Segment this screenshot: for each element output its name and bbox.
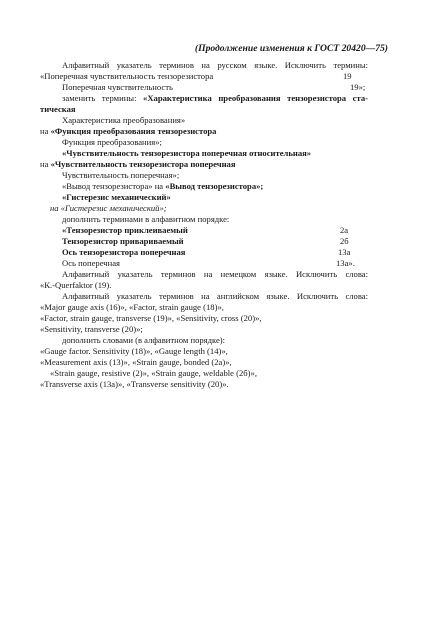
text-line: «Чувствительность тензорезистора поперечная относительная» bbox=[62, 148, 312, 158]
text-line: Ось тензорезистора поперечная bbox=[62, 247, 186, 257]
text-line: «Factor, strain gauge, transverse (19)», «Sensitivity, cross (20)», bbox=[40, 313, 262, 323]
text-line: «Strain gauge, resistive (2)», «Strain gauge, weldable (2б)», bbox=[50, 368, 257, 378]
text-line: дополнить словами (в алфавитном порядке): bbox=[62, 335, 226, 345]
text-line: «Gauge factor. Sensitivity (18)», «Gauge length (14)», bbox=[40, 346, 228, 356]
term-number: 2а bbox=[340, 225, 349, 235]
text-line: Поперечная чувствительность bbox=[62, 82, 173, 92]
text-line: Чувствительность поперечная»; bbox=[62, 170, 180, 180]
text-line: дополнить терминами в алфавитном порядке: bbox=[62, 214, 230, 224]
text-line: Характеристика преобразования» bbox=[62, 115, 186, 125]
text-line: «Вывод тензорезистора» на «Вывод тензорезистора»; bbox=[62, 181, 264, 191]
term-number: 19»; bbox=[350, 82, 366, 92]
text-line: Функция преобразования»; bbox=[62, 137, 162, 147]
text-line: на «Гистерезис механический»; bbox=[50, 203, 167, 213]
term-number: 2б bbox=[340, 236, 349, 246]
text-line: на «Чувствительность тензорезистора поперечная bbox=[40, 159, 236, 169]
text-line: «Major gauge axis (16)», «Factor, strain gauge (18)», bbox=[40, 302, 224, 312]
term-number: 13а bbox=[338, 247, 351, 257]
text-line: Алфавитный указатель терминов на английском языке. Исключить слова: bbox=[62, 291, 368, 301]
page-header: (Продолжение изменения к ГОСТ 20420—75) bbox=[194, 43, 388, 54]
text-line: «Transverse axis (13a)», «Transverse sensitivity (20)». bbox=[40, 379, 229, 389]
text-line: Алфавитный указатель терминов на русском языке. Исключить термины: bbox=[62, 60, 368, 70]
text-line: «Тензорезистор приклеиваемый bbox=[62, 225, 188, 235]
text-line: тическая bbox=[40, 104, 76, 114]
text-line: на «Функция преобразования тензорезистора bbox=[40, 126, 217, 136]
term-number: 19 bbox=[343, 71, 352, 81]
text-line: Тензорезистор привариваемый bbox=[62, 236, 184, 246]
text-line: заменить термины: «Характеристика преобразования тензорезистора ста- bbox=[62, 93, 368, 103]
text-line: Алфавитный указатель терминов на немецком языке. Исключить слова: bbox=[62, 269, 368, 279]
text-line: «Поперечная чувствительность тензорезистора bbox=[40, 71, 214, 81]
text-line: «Measurement axis (13)», «Strain gauge, bonded (2a)», bbox=[40, 357, 232, 367]
term-number: 13а». bbox=[336, 258, 355, 268]
text-line: «Гистерезис механический» bbox=[62, 192, 171, 202]
text-line: «Sensitivity, transverse (20)»; bbox=[40, 324, 143, 334]
text-line: «К.-Querfaktor (19). bbox=[40, 280, 112, 290]
text-line: Ось поперечная bbox=[62, 258, 120, 268]
